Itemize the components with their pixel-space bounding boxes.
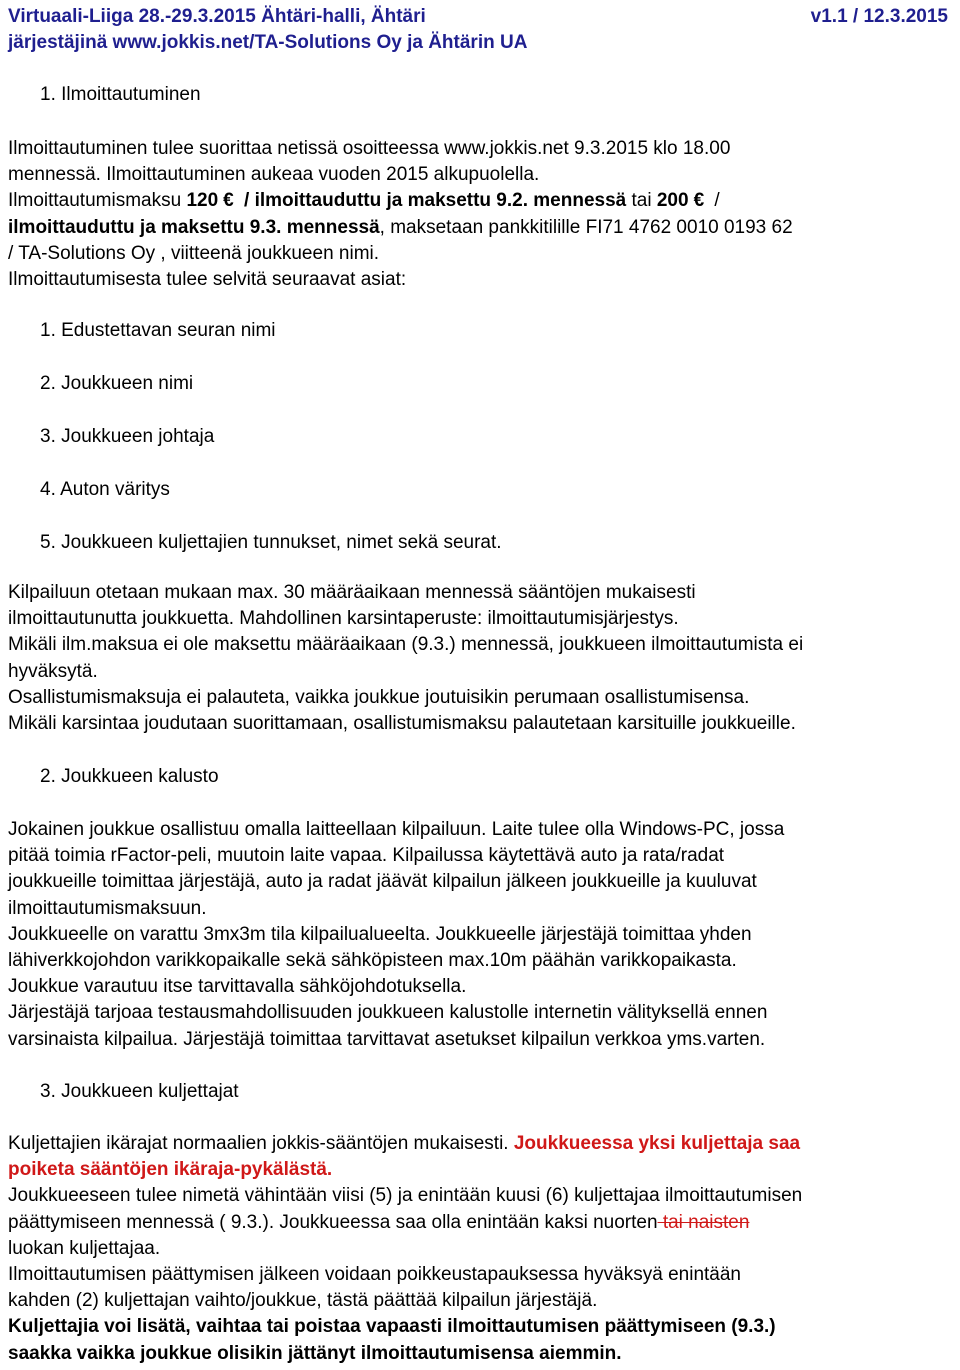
rules-line-5: Osallistumismaksuja ei palauteta, vaikka joukkue joutuisikin perumaan osallistumisensa. bbox=[8, 686, 750, 708]
section-2-line: Joukkueelle on varattu 3mx3m tila kilpailualueelta. Joukkueelle järjestäjä toimittaa yhden bbox=[8, 923, 752, 945]
list-item: 2. Joukkueen nimi bbox=[40, 373, 194, 394]
section-2-body bbox=[8, 817, 952, 1053]
intro-line-6: Ilmoittautumisesta tulee selvitä seuraavat asiat: bbox=[8, 269, 407, 291]
section-3-body bbox=[8, 1131, 952, 1367]
euro-icon: € bbox=[693, 190, 705, 212]
section-1-title: 1. Ilmoittautuminen bbox=[40, 84, 201, 105]
section-2-line: Joukkue varautuu itse tarvittavalla sähköjohdotuksella. bbox=[8, 976, 467, 998]
section-2-title: 2. Joukkueen kalusto bbox=[40, 766, 219, 787]
list-item: 4. Auton väritys bbox=[40, 479, 170, 500]
section-2-line: varsinaista kilpailua. Järjestäjä toimittaa tarvittavat asetukset kilpailun verkkoa yms.varten. bbox=[8, 1028, 766, 1050]
struck-text: tai naisten bbox=[657, 1211, 750, 1233]
header-organizer: järjestäjinä www.jokkis.net/TA-Solutions Oy ja Ähtärin UA bbox=[8, 32, 528, 53]
section-3-line: Kuljettajien ikärajat normaalien jokkis-sääntöjen mukaisesti. Joukkueessa yksi kuljettaja saa bbox=[8, 1133, 801, 1154]
rules-line-6: Mikäli karsintaa joudutaan suorittamaan, osallistumismaksu palautetaan karsituille joukkueille. bbox=[8, 713, 796, 735]
rules-line-1: Kilpailuun otetaan mukaan max. 30 määräaikaan mennessä sääntöjen mukaisesti bbox=[8, 582, 696, 603]
section-3-line: Ilmoittautumisen päättymisen jälkeen voidaan poikkeustapauksessa hyväksyä enintään bbox=[8, 1264, 741, 1286]
header-version: v1.1 / 12.3.2015 bbox=[810, 6, 948, 27]
rules-line-4: hyväksytä. bbox=[8, 660, 98, 682]
section-3-line: poiketa sääntöjen ikäraja-pykälästä. bbox=[8, 1159, 333, 1181]
section-3-line: päättymiseen mennessä ( 9.3.). Joukkueessa saa olla enintään kaksi nuorten tai naisten bbox=[8, 1211, 750, 1233]
section-2-line: lähiverkkojohdon varikkopaikalle sekä sähköpisteen max.10m päähän varikkopaikasta. bbox=[8, 950, 737, 972]
rules-line-3: Mikäli ilm.maksua ei ole maksettu määräaikaan (9.3.) mennessä, joukkueen ilmoittautumista ei bbox=[8, 634, 804, 656]
document-header bbox=[8, 4, 948, 56]
section-2-line: pitää toimia rFactor-peli, muutoin laite vapaa. Kilpailussa käytettävä auto ja rata/radat bbox=[8, 845, 725, 867]
section-1-rules bbox=[8, 580, 952, 737]
header-title: Virtuaali-Liiga 28.-29.3.2015 Ähtäri-halli, Ähtäri bbox=[8, 6, 426, 27]
intro-line-3: Ilmoittautumismaksu 120 € / ilmoittauduttu ja maksettu 9.2. mennessä tai 200 € / bbox=[8, 188, 952, 214]
list-item: 1. Edustettavan seuran nimi bbox=[40, 320, 276, 341]
list-item: 5. Joukkueen kuljettajien tunnukset, nimet sekä seurat. bbox=[40, 532, 502, 553]
section-2-line: Jokainen joukkue osallistuu omalla laitteellaan kilpailuun. Laite tulee olla Windows-PC, jossa bbox=[8, 819, 785, 840]
section-2-line: joukkueille toimittaa järjestäjä, auto ja radat jäävät kilpailun jälkeen joukkueille ja kuuluvat bbox=[8, 871, 757, 893]
intro-line-4: ilmoittauduttu ja maksettu 9.3. mennessä, maksetaan pankkitilille FI71 4762 0010 0193 62 bbox=[8, 216, 793, 238]
section-3-line: Joukkueeseen tulee nimetä vähintään viisi (5) ja enintään kuusi (6) kuljettajaa ilmoittautumisen bbox=[8, 1185, 803, 1207]
rules-line-2: ilmoittautunutta joukkuetta. Mahdollinen karsintaperuste: ilmoittautumisjärjestys. bbox=[8, 608, 679, 630]
euro-icon: € bbox=[223, 190, 234, 212]
section-2-line: ilmoittautumismaksuun. bbox=[8, 897, 207, 919]
section-3-line: saakka vaikka joukkue olisikin jättänyt ilmoittautumisensa aiemmin. bbox=[8, 1342, 622, 1364]
list-item: 3. Joukkueen johtaja bbox=[40, 426, 215, 447]
section-3-line: Kuljettajia voi lisätä, vaihtaa tai poistaa vapaasti ilmoittautumisen päättymiseen (9.3.) bbox=[8, 1316, 776, 1338]
section-3-title: 3. Joukkueen kuljettajat bbox=[40, 1081, 239, 1102]
intro-line-5: / TA-Solutions Oy , viitteenä joukkueen nimi. bbox=[8, 242, 380, 264]
section-2-line: Järjestäjä tarjoaa testausmahdollisuuden joukkueen kalustolle internetin välityksellä ennen bbox=[8, 1002, 768, 1024]
intro-line-2: mennessä. Ilmoittautuminen aukeaa vuoden 2015 alkupuolella. bbox=[8, 164, 540, 186]
section-3-line: kahden (2) kuljettajan vaihto/joukkue, tästä päättää kilpailun järjestäjä. bbox=[8, 1290, 598, 1312]
intro-line-1: Ilmoittautuminen tulee suorittaa netissä osoitteessa www.jokkis.net 9.3.2015 klo 18.00 bbox=[8, 138, 731, 159]
section-3-line: luokan kuljettajaa. bbox=[8, 1237, 161, 1259]
section-1-intro bbox=[8, 136, 952, 293]
